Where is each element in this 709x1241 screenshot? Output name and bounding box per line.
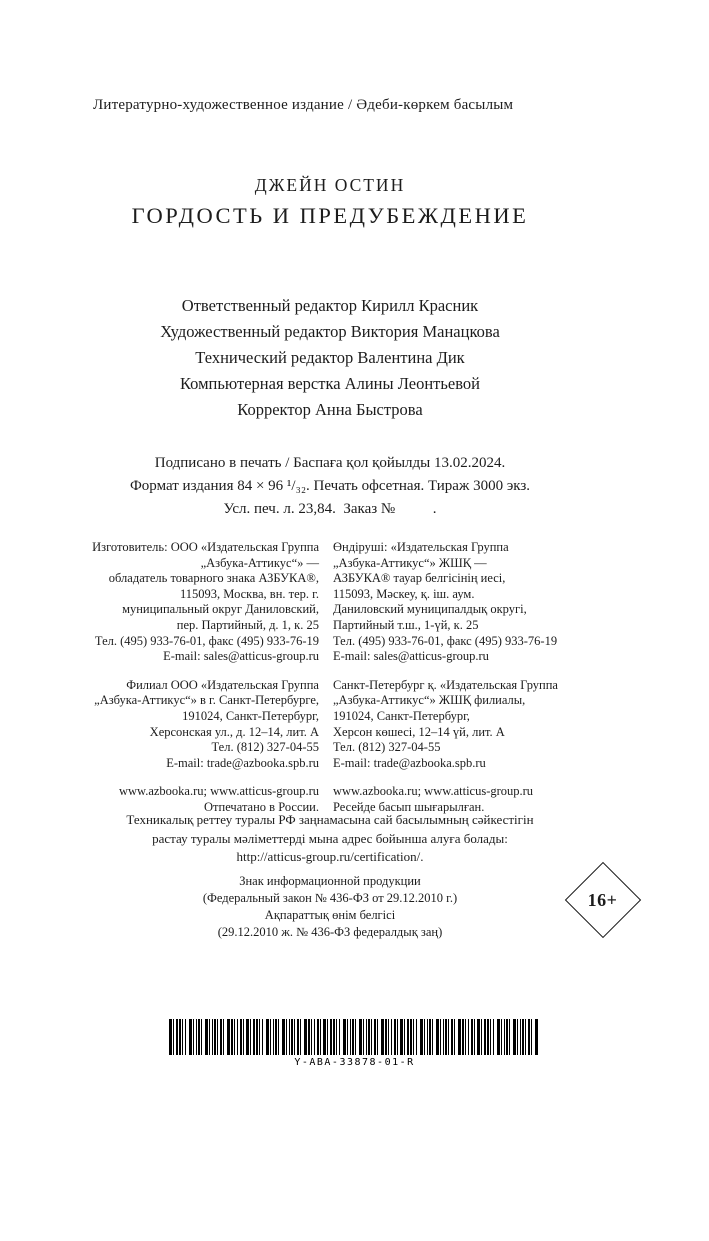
text-line: Ресейде басып шығарылған. (333, 799, 485, 814)
text-line: www.azbooka.ru; www.atticus-group.ru (118, 784, 319, 799)
text-line: Херсонская ул., д. 12–14, лит. А (149, 724, 319, 739)
text-line: Изготовитель: ООО «Издательская Группа (92, 540, 319, 554)
text-line: „Азбука-Аттикус“» в г. Санкт-Петербурге, (94, 693, 319, 708)
text-line: Технический редактор Валентина Дик (195, 348, 465, 367)
text-line: 115093, Москва, вн. тер. г. (179, 586, 319, 601)
text-line: Партийный т.ш., 1-үй, к. 25 (333, 617, 479, 632)
text-line: www.azbooka.ru; www.atticus-group.ru (333, 784, 534, 799)
text-line: Санкт-Петербург қ. «Издательская Группа (333, 677, 558, 692)
barcode-bars-icon (169, 1019, 541, 1055)
publisher-info-columns (84, 540, 568, 829)
age-information-block (46, 873, 614, 941)
text-line: муниципальный округ Даниловский, (122, 602, 319, 617)
author-name: ДЖЕЙН ОСТИН (254, 175, 406, 195)
barcode (169, 1019, 541, 1068)
text-line: E-mail: sales@atticus-group.ru (333, 649, 489, 664)
age-rating-text: 16+ (588, 889, 618, 910)
text-line: обладатель товарного знака АЗБУКА®, (108, 571, 319, 586)
certification-note (46, 811, 614, 867)
text-line: Тел. (495) 933-76-01, факс (495) 933-76-19 (333, 633, 558, 648)
manufacturer-address-kz (333, 540, 568, 665)
branch-address-kz (333, 678, 568, 772)
text-line: Өндіруші: «Издательская Группа (333, 540, 509, 554)
text-line: E-mail: trade@azbooka.spb.ru (166, 755, 319, 770)
text-line: „Азбука-Аттикус“» ЖШҚ филиалы, (333, 693, 526, 708)
text-line: Знак информационной продукции (239, 874, 421, 888)
text-line: Даниловский муниципалдық округі, (333, 602, 527, 617)
text-line: Подписано в печать / Баспаға қол қойылды 13.02.2024. (154, 455, 506, 471)
edition-type-line: Литературно-художественное издание / Әдеби-көркем басылым (93, 97, 514, 113)
text-line: E-mail: sales@atticus-group.ru (163, 649, 319, 664)
text-line: Херсон көшесі, 12–14 үй, лит. А (333, 724, 505, 739)
text-line: Художественный редактор Виктория Манацкова (160, 322, 500, 341)
text-line: (29.12.2010 ж. № 436-ФЗ федералдық заң) (217, 925, 443, 939)
text-line: Тел. (812) 327-04-55 (333, 740, 441, 755)
text-line: E-mail: trade@azbooka.spb.ru (333, 755, 486, 770)
text-line: АЗБУКА® тауар белгісінің иесі, (333, 571, 506, 586)
text-line: 191024, Санкт-Петербург, (182, 708, 319, 723)
text-line: Ответственный редактор Кирилл Красник (181, 296, 479, 315)
text-line: Тел. (495) 933-76-01, факс (495) 933-76-19 (94, 633, 319, 648)
text-line: Техникалық реттеу туралы РФ заңнамасына сай басылымның сәйкестігін (126, 812, 534, 827)
credits-block (66, 293, 594, 423)
text-line: „Азбука-Аттикус“» — (200, 555, 319, 570)
text-line: 115093, Мәскеу, қ. іш. аум. (333, 586, 475, 601)
text-line: Корректор Анна Быстрова (237, 400, 423, 419)
barcode-label: Y-ABA-33878-01-R (294, 1057, 415, 1068)
text-line: (Федеральный закон № 436-ФЗ от 29.12.2010 г.) (202, 891, 458, 905)
text-line: http://atticus-group.ru/certification/. (236, 849, 424, 864)
text-line: „Азбука-Аттикус“» ЖШҚ — (333, 555, 487, 570)
publisher-info-kazakh (326, 540, 568, 829)
text-line: 191024, Санкт-Петербург, (333, 708, 470, 723)
text-line: Компьютерная верстка Алины Леонтьевой (179, 374, 480, 393)
manufacturer-address-ru (84, 540, 319, 665)
text-line: Ақпараттық өнім белгісі (264, 908, 396, 922)
text-line: пер. Партийный, д. 1, к. 25 (176, 617, 319, 632)
print-info-block (46, 452, 614, 521)
text-line: Усл. печ. л. 23,84. Заказ № . (223, 501, 437, 517)
text-line: Формат издания 84 × 96 ¹/₃₂. Печать офсетная. Тираж 3000 экз. (129, 478, 531, 494)
branch-address-ru (84, 678, 319, 772)
text-line: растау туралы мәліметтерді мына адрес бойынша алуға болады: (152, 830, 508, 846)
text-line: Тел. (812) 327-04-55 (211, 740, 319, 755)
text-line: Филиал ООО «Издательская Группа (126, 677, 319, 692)
text-line: Отпечатано в России. (204, 799, 319, 814)
book-title: ГОРДОСТЬ И ПРЕДУБЕЖДЕНИЕ (131, 203, 529, 228)
publisher-info-russian (84, 540, 326, 829)
